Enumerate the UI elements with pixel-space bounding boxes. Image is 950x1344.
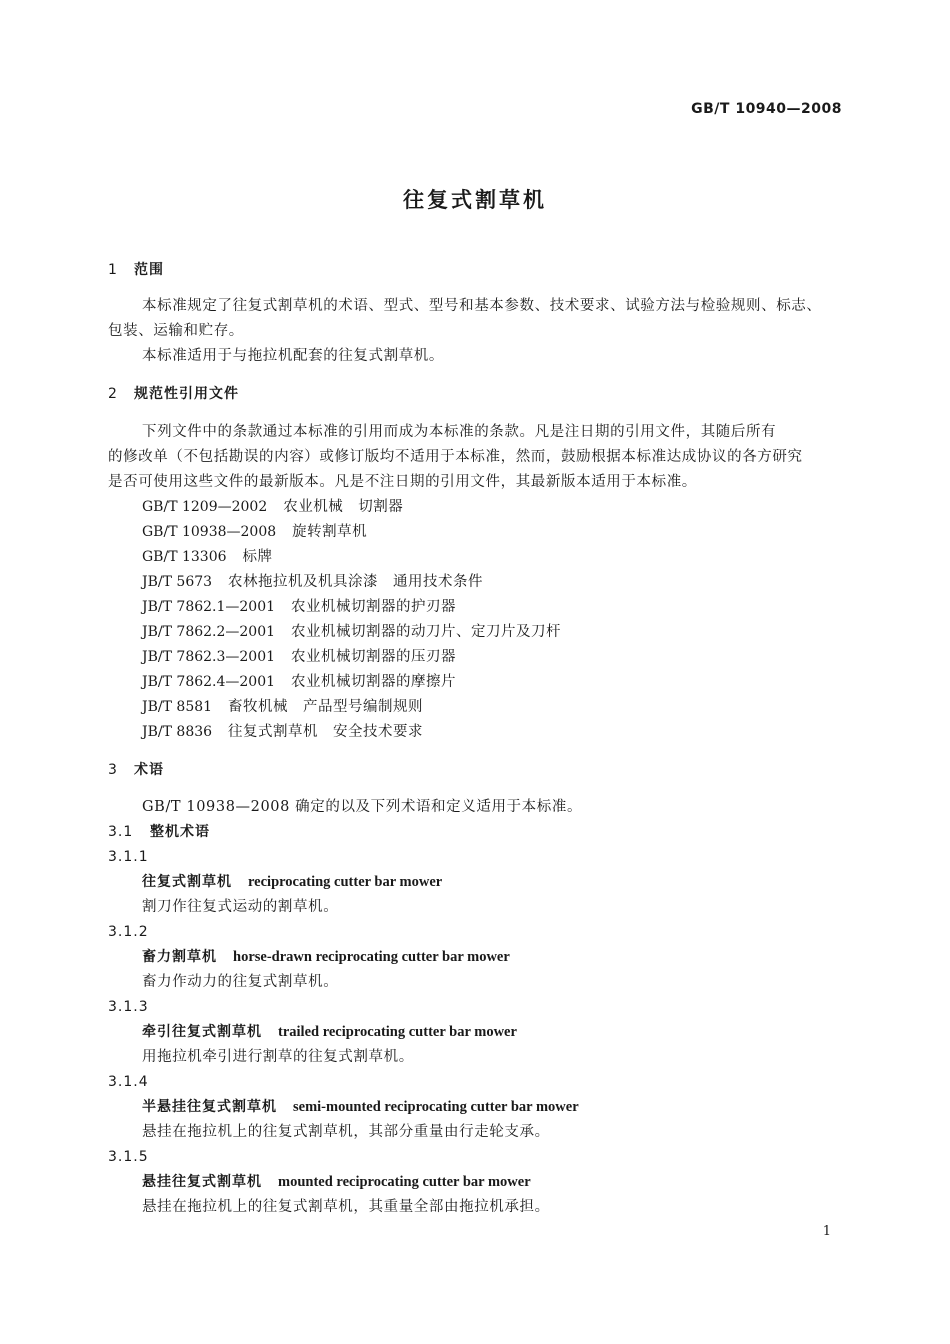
reference-item — [142, 622, 561, 642]
reference-title: 农业机械切割器的护刃器 — [291, 599, 457, 615]
clause-number: 3.1.5 — [108, 1149, 149, 1165]
reference-code: GB/T 10938—2008 — [142, 524, 277, 540]
term-english: reciprocating cutter bar mower — [248, 874, 443, 890]
reference-item — [142, 522, 367, 542]
reference-code: JB/T 7862.2—2001 — [142, 624, 276, 640]
reference-title: 农业机械切割器的动刀片、定刀片及刀杆 — [291, 624, 562, 640]
section-3-intro: GB/T 10938—2008 确定的以及下列术语和定义适用于本标准。 — [142, 799, 583, 815]
reference-item — [142, 672, 456, 692]
reference-item — [142, 722, 423, 742]
reference-code: GB/T 1209—2002 — [142, 499, 268, 515]
section-3-heading: 3 术语 — [108, 762, 164, 778]
term-entry — [142, 947, 510, 967]
reference-item — [142, 697, 423, 717]
term-definition: 悬挂在拖拉机上的往复式割草机，其部分重量由行走轮支承。 — [142, 1124, 550, 1140]
subsection-3-1-heading: 3.1 整机术语 — [108, 824, 210, 840]
reference-item — [142, 497, 403, 517]
term-chinese: 悬挂往复式割草机 — [142, 1174, 262, 1190]
section-1-paragraph-1-line-2: 包装、运输和贮存。 — [108, 323, 244, 339]
term-entry — [142, 872, 442, 892]
document-title: 往复式割草机 — [403, 188, 547, 212]
reference-item — [142, 597, 456, 617]
reference-code: JB/T 8836 — [142, 724, 213, 740]
term-english: semi-mounted reciprocating cutter bar mower — [293, 1099, 579, 1115]
reference-code: GB/T 13306 — [142, 549, 227, 565]
reference-code: JB/T 7862.3—2001 — [142, 649, 276, 665]
term-definition: 悬挂在拖拉机上的往复式割草机，其重量全部由拖拉机承担。 — [142, 1199, 550, 1215]
clause-number: 3.1.3 — [108, 999, 149, 1015]
section-2-paragraph-line-2: 的修改单（不包括勘误的内容）或修订版均不适用于本标准，然而，鼓励根据本标准达成协议的各方研究 — [108, 449, 803, 465]
reference-title: 农林拖拉机及机具涂漆 通用技术条件 — [228, 574, 484, 590]
reference-item — [142, 572, 483, 592]
term-definition: 畜力作动力的往复式割草机。 — [142, 974, 339, 990]
clause-number: 3.1.1 — [108, 849, 149, 865]
section-2-heading: 2 规范性引用文件 — [108, 386, 239, 402]
standard-code: GB/T 10940—2008 — [691, 101, 842, 117]
reference-item — [142, 647, 456, 667]
reference-title: 农业机械切割器的摩擦片 — [291, 674, 457, 690]
term-english: horse-drawn reciprocating cutter bar mower — [233, 949, 510, 965]
term-entry — [142, 1097, 579, 1117]
reference-title: 畜牧机械 产品型号编制规则 — [228, 699, 424, 715]
term-chinese: 畜力割草机 — [142, 949, 217, 965]
reference-title: 农业机械切割器的压刃器 — [291, 649, 457, 665]
term-english: trailed reciprocating cutter bar mower — [278, 1024, 517, 1040]
page-number: 1 — [822, 1224, 831, 1239]
reference-title: 旋转割草机 — [292, 524, 368, 540]
reference-title: 农业机械 切割器 — [283, 499, 404, 515]
section-2-paragraph-line-3: 是否可使用这些文件的最新版本。凡是不注日期的引用文件，其最新版本适用于本标准。 — [108, 474, 697, 490]
reference-code: JB/T 8581 — [142, 699, 213, 715]
section-1-paragraph-2: 本标准适用于与拖拉机配套的往复式割草机。 — [142, 348, 444, 364]
term-entry — [142, 1172, 531, 1192]
term-entry — [142, 1022, 517, 1042]
clause-number: 3.1.2 — [108, 924, 149, 940]
term-definition: 割刀作往复式运动的割草机。 — [142, 899, 339, 915]
reference-title: 标牌 — [242, 549, 273, 565]
section-2-paragraph-line-1: 下列文件中的条款通过本标准的引用而成为本标准的条款。凡是注日期的引用文件，其随后所有 — [142, 424, 777, 440]
term-definition: 用拖拉机牵引进行割草的往复式割草机。 — [142, 1049, 414, 1065]
reference-code: JB/T 7862.1—2001 — [142, 599, 276, 615]
term-chinese: 牵引往复式割草机 — [142, 1024, 262, 1040]
reference-item — [142, 547, 273, 567]
term-chinese: 往复式割草机 — [142, 874, 232, 890]
reference-code: JB/T 7862.4—2001 — [142, 674, 276, 690]
term-english: mounted reciprocating cutter bar mower — [278, 1174, 531, 1190]
reference-title: 往复式割草机 安全技术要求 — [228, 724, 424, 740]
reference-code: JB/T 5673 — [142, 574, 213, 590]
clause-number: 3.1.4 — [108, 1074, 149, 1090]
section-1-paragraph-1-line-1: 本标准规定了往复式割草机的术语、型式、型号和基本参数、技术要求、试验方法与检验规则、标志、 — [142, 298, 822, 314]
section-1-heading: 1 范围 — [108, 262, 164, 278]
term-chinese: 半悬挂往复式割草机 — [142, 1099, 277, 1115]
